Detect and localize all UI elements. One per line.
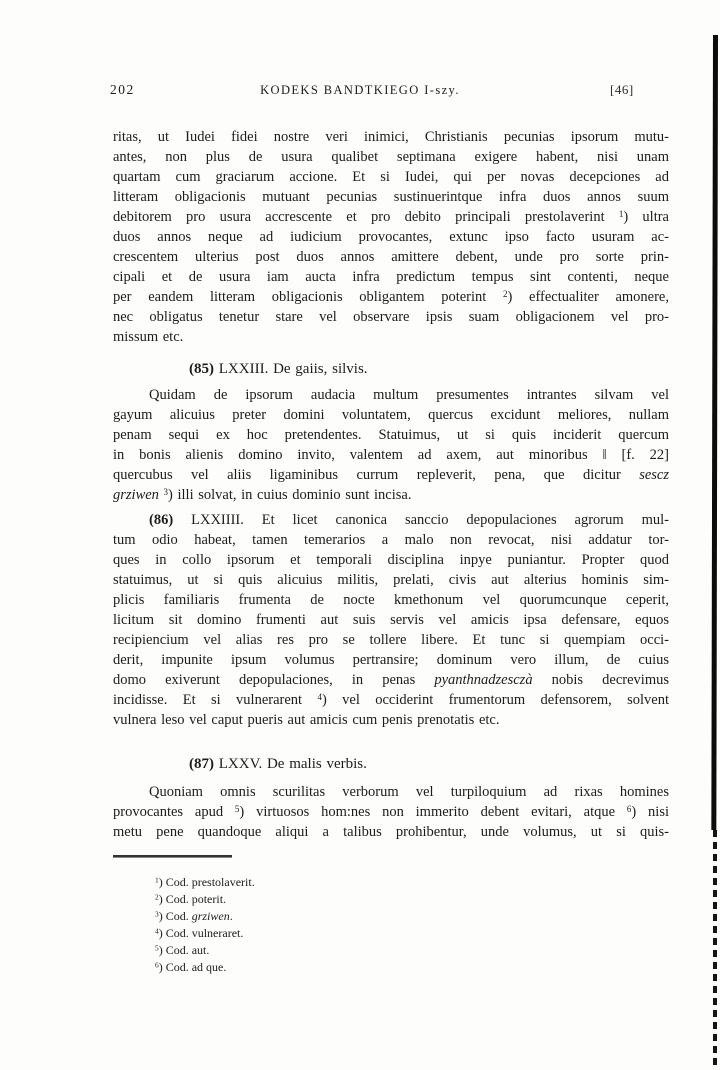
text-line: penam sequi ex hoc pretendentes. Statuimus, ut si quis inciderit quercum bbox=[113, 427, 669, 443]
text-line: recipiencium vel alias res pro se tollere libere. Et tunc si quempiam occi- bbox=[113, 632, 669, 648]
text-line: nec obligatus tenetur stare vel observare ipsis suam obligacionem vel pro- bbox=[113, 309, 669, 325]
text-line: Quidam de ipsorum audacia multum presumentes intrantes silvam vel bbox=[149, 387, 669, 403]
footnote: $^6$) Cod. ad que. bbox=[155, 960, 227, 974]
text-line: domo exiverunt depopulaciones, in penas pyanthnadzesczà nobis decrevimus bbox=[113, 672, 669, 688]
text-line: plicis familiaris frumenta de nocte kmethonum vel quorumcunque ceperit, bbox=[113, 592, 669, 608]
footnote: $^4$) Cod. vulneraret. bbox=[155, 926, 244, 940]
text-line: quercubus vel aliis ligaminibus currum repleverit, pena, que dicitur sescz bbox=[113, 467, 669, 483]
text-line: gayum alicuius preter domini voluntatem, quercus excidunt meliores, nullam bbox=[113, 407, 669, 423]
section-heading bbox=[113, 754, 669, 774]
paragraph bbox=[113, 127, 669, 347]
text-line: (85) LXXIII. De gaiis, silvis. bbox=[189, 361, 368, 377]
text-line: (87) LXXV. De malis verbis. bbox=[189, 756, 367, 772]
paragraph bbox=[113, 385, 669, 505]
text-line: per eandem litteram obligacionis obligantem poterint $^2$) effectualiter amonere, bbox=[113, 288, 669, 305]
paragraph bbox=[113, 782, 669, 842]
footnote: $^5$) Cod. aut. bbox=[155, 943, 210, 957]
text-line: duos annos neque ad iudicium provocantes, extunc ipso facto usuram ac- bbox=[113, 229, 669, 245]
footnote: $^1$) Cod. prestolaverit. bbox=[155, 875, 255, 889]
text-line: crescentem ulterius post duos annos amittere debent, unde pro sorte prin- bbox=[113, 249, 669, 265]
text-line: incidisse. Et si vulnerarent $^4$) vel occiderint frumentorum defensorem, solvent bbox=[113, 691, 669, 708]
text-line: quartam cum graciarum accione. Et si Iudei, qui per novas decepciones ad bbox=[113, 169, 669, 185]
text-line: statuimus, ut si quis alicuius militis, prelati, civis aut alterius hominis sim- bbox=[113, 572, 669, 588]
scan-edge-artifact-dashed bbox=[713, 830, 717, 1068]
text-line: ritas, ut Iudei fidei nostre veri inimici, Christianis pecunias ipsorum mutu- bbox=[113, 129, 669, 145]
text-line: Quoniam omnis scurilitas verborum vel turpiloquium ad rixas homines bbox=[149, 784, 669, 800]
section-heading bbox=[113, 359, 669, 379]
page-number: 202 bbox=[110, 82, 135, 97]
footnote: $^3$) Cod. grziwen. bbox=[155, 909, 233, 923]
text-line: antes, non plus de usura qualibet septimana exigere habent, nisi unam bbox=[113, 149, 669, 165]
text-line: provocantes apud $^5$) virtuosos hom:nes non immerito debent evitari, atque $^6$) nisi bbox=[113, 803, 669, 820]
footnotes bbox=[155, 874, 255, 976]
paragraph bbox=[113, 510, 669, 730]
text-line: licitum sit domino frumenti aut suis servis vel amicis ipsa defensare, equos bbox=[113, 612, 669, 628]
text-line: derit, impunite ipsum volumus pertransire; dominum vero illum, de cuius bbox=[113, 652, 669, 668]
text-body bbox=[113, 127, 669, 842]
footnote-rule bbox=[113, 855, 232, 858]
text-line: missum etc. bbox=[113, 329, 184, 345]
footnote: $^2$) Cod. poterit. bbox=[155, 892, 227, 906]
running-title: KODEKS BANDTKIEGO I-szy. bbox=[260, 83, 460, 97]
text-line: grziwen $^3$) illi solvat, in cuius dominio sunt incisa. bbox=[113, 486, 412, 503]
text-line: in bonis alienis domino invito, valentem ad axem, aut minoribus ‖ [f. 22] bbox=[113, 447, 669, 463]
text-line: debitorem pro usura accrescente et pro debito principali prestolaverint $^1$) ultra bbox=[113, 208, 669, 225]
folio-mark: [46] bbox=[610, 82, 634, 97]
text-line: litteram obligacionis mutuant pecunias sustinuerintque infra duos annos suum bbox=[113, 189, 669, 205]
text-line: metu pene quandoque aliqui a talibus prohibentur, unde volumus, ut si quis- bbox=[113, 824, 669, 840]
text-line: cipali et de usura iam aucta infra predictum tempus sint contenti, neque bbox=[113, 269, 669, 285]
text-line: (86) LXXIIII. Et licet canonica sanccio depopulaciones agrorum mul- bbox=[149, 512, 669, 528]
text-line: tum odio habeat, tamen temerarios a malo non revocat, nisi addatur tor- bbox=[113, 532, 669, 548]
text-line: vulnera leso vel caput pueris aut amicis cum penis prenotatis etc. bbox=[113, 712, 500, 728]
scan-edge-artifact bbox=[711, 35, 718, 830]
text-line: ques in collo ipsorum et temporali disciplina inpye puniantur. Propter quod bbox=[113, 552, 669, 568]
